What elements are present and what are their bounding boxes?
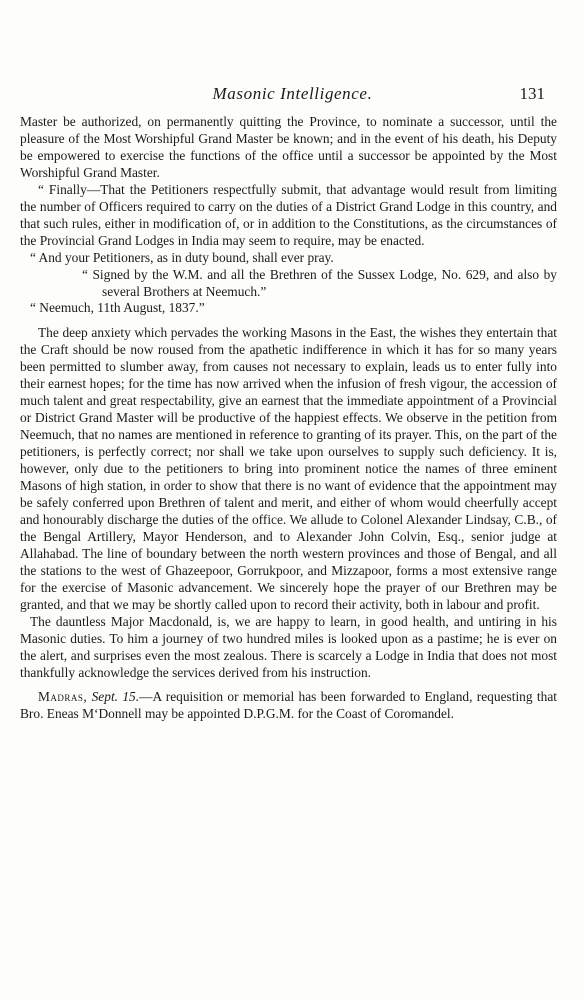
paragraph-major-macdonald: The dauntless Major Macdonald, is, we are happy to learn, in good health, and untiring in his Masonic duties. To him a journey of two hundred miles is looked upon as a pastime; he is ever on the alert, and surprises even the most zealous. There is scarcely a Lodge in India that does not most thankfully acknowledge the services derived from his instruction. — [20, 613, 557, 680]
paragraph-deep-anxiety: The deep anxiety which pervades the working Masons in the East, the wishes they entertain that the Craft should be now roused from the apathetic indifference in which it has for so many years been permitted to slumber away, from causes not necessary to explain, leads us to enter fully into their earnest hopes; for the time has now arrived when the infusion of fresh vigour, the accession of much talent and great respectability, give an earnest that the immediate appointment of a Provincial or District Grand Master will be productive of the happiest effects. We observe in the petition from Neemuch, that no names are mentioned in reference to granting of its prayer. This, on the part of the petitioners, is perfectly correct; nor shall we take upon ourselves to supply such deficiency. It is, however, only due to the petitioners to bring into prominent notice the names of three eminent Masons of high station, in order to show that there is no want of evidence that the appointment may be safely conferred upon Brethren of talent and merit, and either of whom would cheerfully accept and honourably discharge the duties of the office. We allude to Colonel Alexander Lindsay, C.B., of the Bengal Artillery, Mayor Henderson, and to Alexander John Colvin, Esq., senior judge at Allahabad. The line of boundary between the north western provinces and those of Bengal, and all the stations to the west of Ghazeepoor, Gorrukpoor, and Mizzapoor, forms a most extensive range for the exercise of Masonic advancement. We sincerely hope the prayer of our Brethren may be granted, and that we may be shortly called upon to record their activity, both in labour and profit. — [20, 325, 557, 612]
paragraph-madras — [20, 689, 557, 723]
paragraph-pray: “ And your Petitioners, as in duty bound, shall ever pray. — [30, 249, 334, 265]
article-body — [20, 114, 557, 723]
running-title: Masonic Intelligence. — [212, 84, 373, 103]
madras-date: Sept. 15. — [91, 689, 140, 705]
madras-place: Madras, — [38, 689, 88, 705]
paragraph-dateline: “ Neemuch, 11th August, 1837.” — [30, 300, 205, 316]
page-number: 131 — [519, 84, 545, 103]
paragraph-signature: “ Signed by the W.M. and all the Brethren of the Sussex Lodge, No. 629, and also by several Brothers at Neemuch.” — [82, 266, 557, 299]
page-header — [0, 84, 585, 108]
madras-text: —A requisition or memorial has been forwarded to England, requesting that Bro. Eneas M‘Donnell may be appointed D.P.G.M. for the Coast of Coromandel. — [20, 689, 557, 722]
paragraph-finally: “ Finally—That the Petitioners respectfully submit, that advantage would result from limiting the number of Officers required to carry on the duties of a District Grand Lodge in this country, and that such rules, either in modification of, or in addition to the Constitutions, as the circumstances of the Provincial Grand Lodges in India may seem to require, may be enacted. — [20, 181, 557, 248]
paragraph-petition-continued: Master be authorized, on permanently quitting the Province, to nominate a successor, until the pleasure of the Most Worshipful Grand Master be known; and in the event of his death, his Deputy be empowered to exercise the functions of the office until a successor be appointed by the Most Worshipful Grand Master. — [20, 114, 557, 180]
